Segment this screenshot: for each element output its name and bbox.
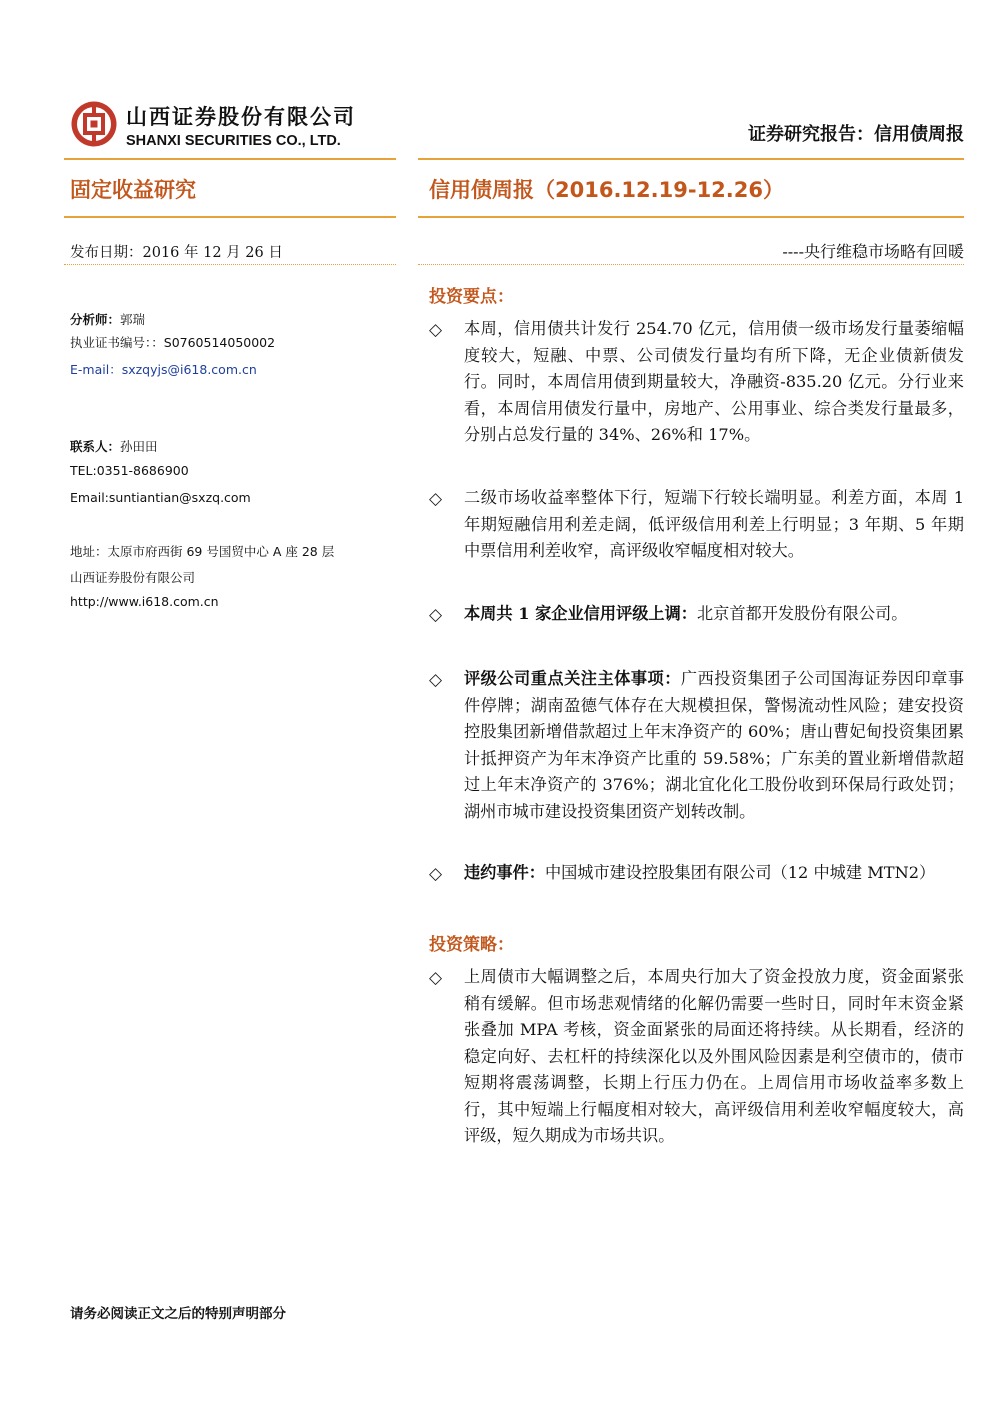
key-point-2-text: 二级市场收益率整体下行，短端下行较长端明显。利差方面，本周 1 年期短融信用利差走阔，低评级信用利差上行明显；3 年期、5 年期中票信用利差收窄，高评级收窄幅度相对较大。 [464,488,964,560]
report-title: 信用债周报（2016.12.19-12.26） [429,178,784,202]
dotted-divider-right [418,264,964,265]
key-point-4-text: 广西投资集团子公司国海证券因印章事件停牌；湖南盈德气体存在大规模担保，警惕流动性风险；建安投资控股集团新增借款超过上年末净资产的 60%；唐山曹妃甸投资集团累计抵押资产为年末净资产比重的 59.58%；广东美的置业新增借款超过上年末净资产的 376%；湖北宜化化工股份收到环保局行政处罚；湖州市城市建设投资集团资产划转改制。 [464,669,965,821]
contact-line [70,437,158,455]
report-type-title: 证券研究报告：信用债周报 [748,124,964,145]
license-label: 执业证书编号： [70,335,152,350]
key-point-3-lead: 本周共 1 家企业信用评级上调： [464,604,697,623]
license-value: ：S0760514050002 [151,335,276,350]
website-link[interactable]: http://www.i618.com.cn [70,594,219,609]
title-divider-right [418,216,964,218]
key-point-4-lead: 评级公司重点关注主体事项： [464,669,681,688]
analyst-line [70,310,145,328]
analyst-email[interactable]: sxzqyjs@i618.com.cn [121,362,257,377]
key-point-3 [464,601,964,628]
address: 地址：太原市府西街 69 号国贸中心 A 座 28 层 [70,544,335,559]
key-point-5-text: 中国城市建设控股集团有限公司（12 中城建 MTN2） [544,863,936,882]
analyst-email-line [70,360,257,378]
contact-label: 联系人： [70,439,121,454]
key-point-4 [464,666,964,825]
shanxi-securities-logo-icon [70,100,118,148]
disclaimer-note: 请务必阅读正文之后的特别声明部分 [70,1306,286,1322]
email-label: E-mail： [70,362,122,377]
license-line [70,333,275,351]
report-subtitle: ----央行维稳市场略有回暖 [782,242,964,261]
diamond-bullet-icon: ◇ [429,320,443,340]
key-point-5-lead: 违约事件： [464,863,545,882]
header-divider-right [418,158,964,160]
analyst-label: 分析师： [70,312,121,327]
diamond-bullet-icon: ◇ [429,864,443,884]
contact-email[interactable]: Email:suntiantian@sxzq.com [70,490,251,505]
key-point-5 [464,860,964,887]
diamond-bullet-icon: ◇ [429,968,443,988]
diamond-bullet-icon: ◇ [429,670,443,690]
strategy-heading: 投资策略： [429,935,514,955]
key-point-3-text: 北京首都开发股份有限公司。 [696,604,908,623]
key-point-2 [464,485,964,565]
company-name-cn: 山西证券股份有限公司 [126,105,356,129]
section-title-left: 固定收益研究 [70,178,196,202]
analyst-name: 郭瑞 [120,312,146,327]
diamond-bullet-icon: ◇ [429,605,443,625]
publish-date: 发布日期：2016 年 12 月 26 日 [70,245,283,261]
dotted-divider-left [64,264,396,265]
header-divider-left [64,158,396,160]
contact-tel: TEL:0351-8686900 [70,463,189,478]
key-point-1-text: 本周，信用债共计发行 254.70 亿元，信用债一级市场发行量萎缩幅度较大，短融、中票、公司债发行量均有所下降，无企业债新债发行。同时，本周信用债到期量较大，净融资-835.20 亿元。分行业来看，本周信用债发行量中，房地产、公用事业、综合类发行量最多，分别占总发行量的 34%、26%和 17%。 [464,319,964,444]
contact-name: 孙田田 [120,439,158,454]
address-company: 山西证券股份有限公司 [70,570,196,585]
key-point-1 [464,316,964,449]
diamond-bullet-icon: ◇ [429,489,443,509]
strategy-text: 上周债市大幅调整之后，本周央行加大了资金投放力度，资金面紧张稍有缓解。但市场悲观情绪的化解仍需要一些时日，同时年末资金紧张叠加 MPA 考核，资金面紧张的局面还将持续。从长期看，经济的稳定向好、去杠杆的持续深化以及外围风险因素是利空债市的，债市短期将震荡调整，长期上行压力仍在。上周信用市场收益率多数上行，其中短端上行幅度相对较大，高评级信用利差收窄幅度较大，高评级，短久期成为市场共识。 [464,967,964,1145]
strategy-paragraph [464,964,964,1150]
title-divider-left [64,216,396,218]
company-name-en: SHANXI SECURITIES CO., LTD. [126,133,341,149]
key-points-heading: 投资要点： [429,287,514,307]
